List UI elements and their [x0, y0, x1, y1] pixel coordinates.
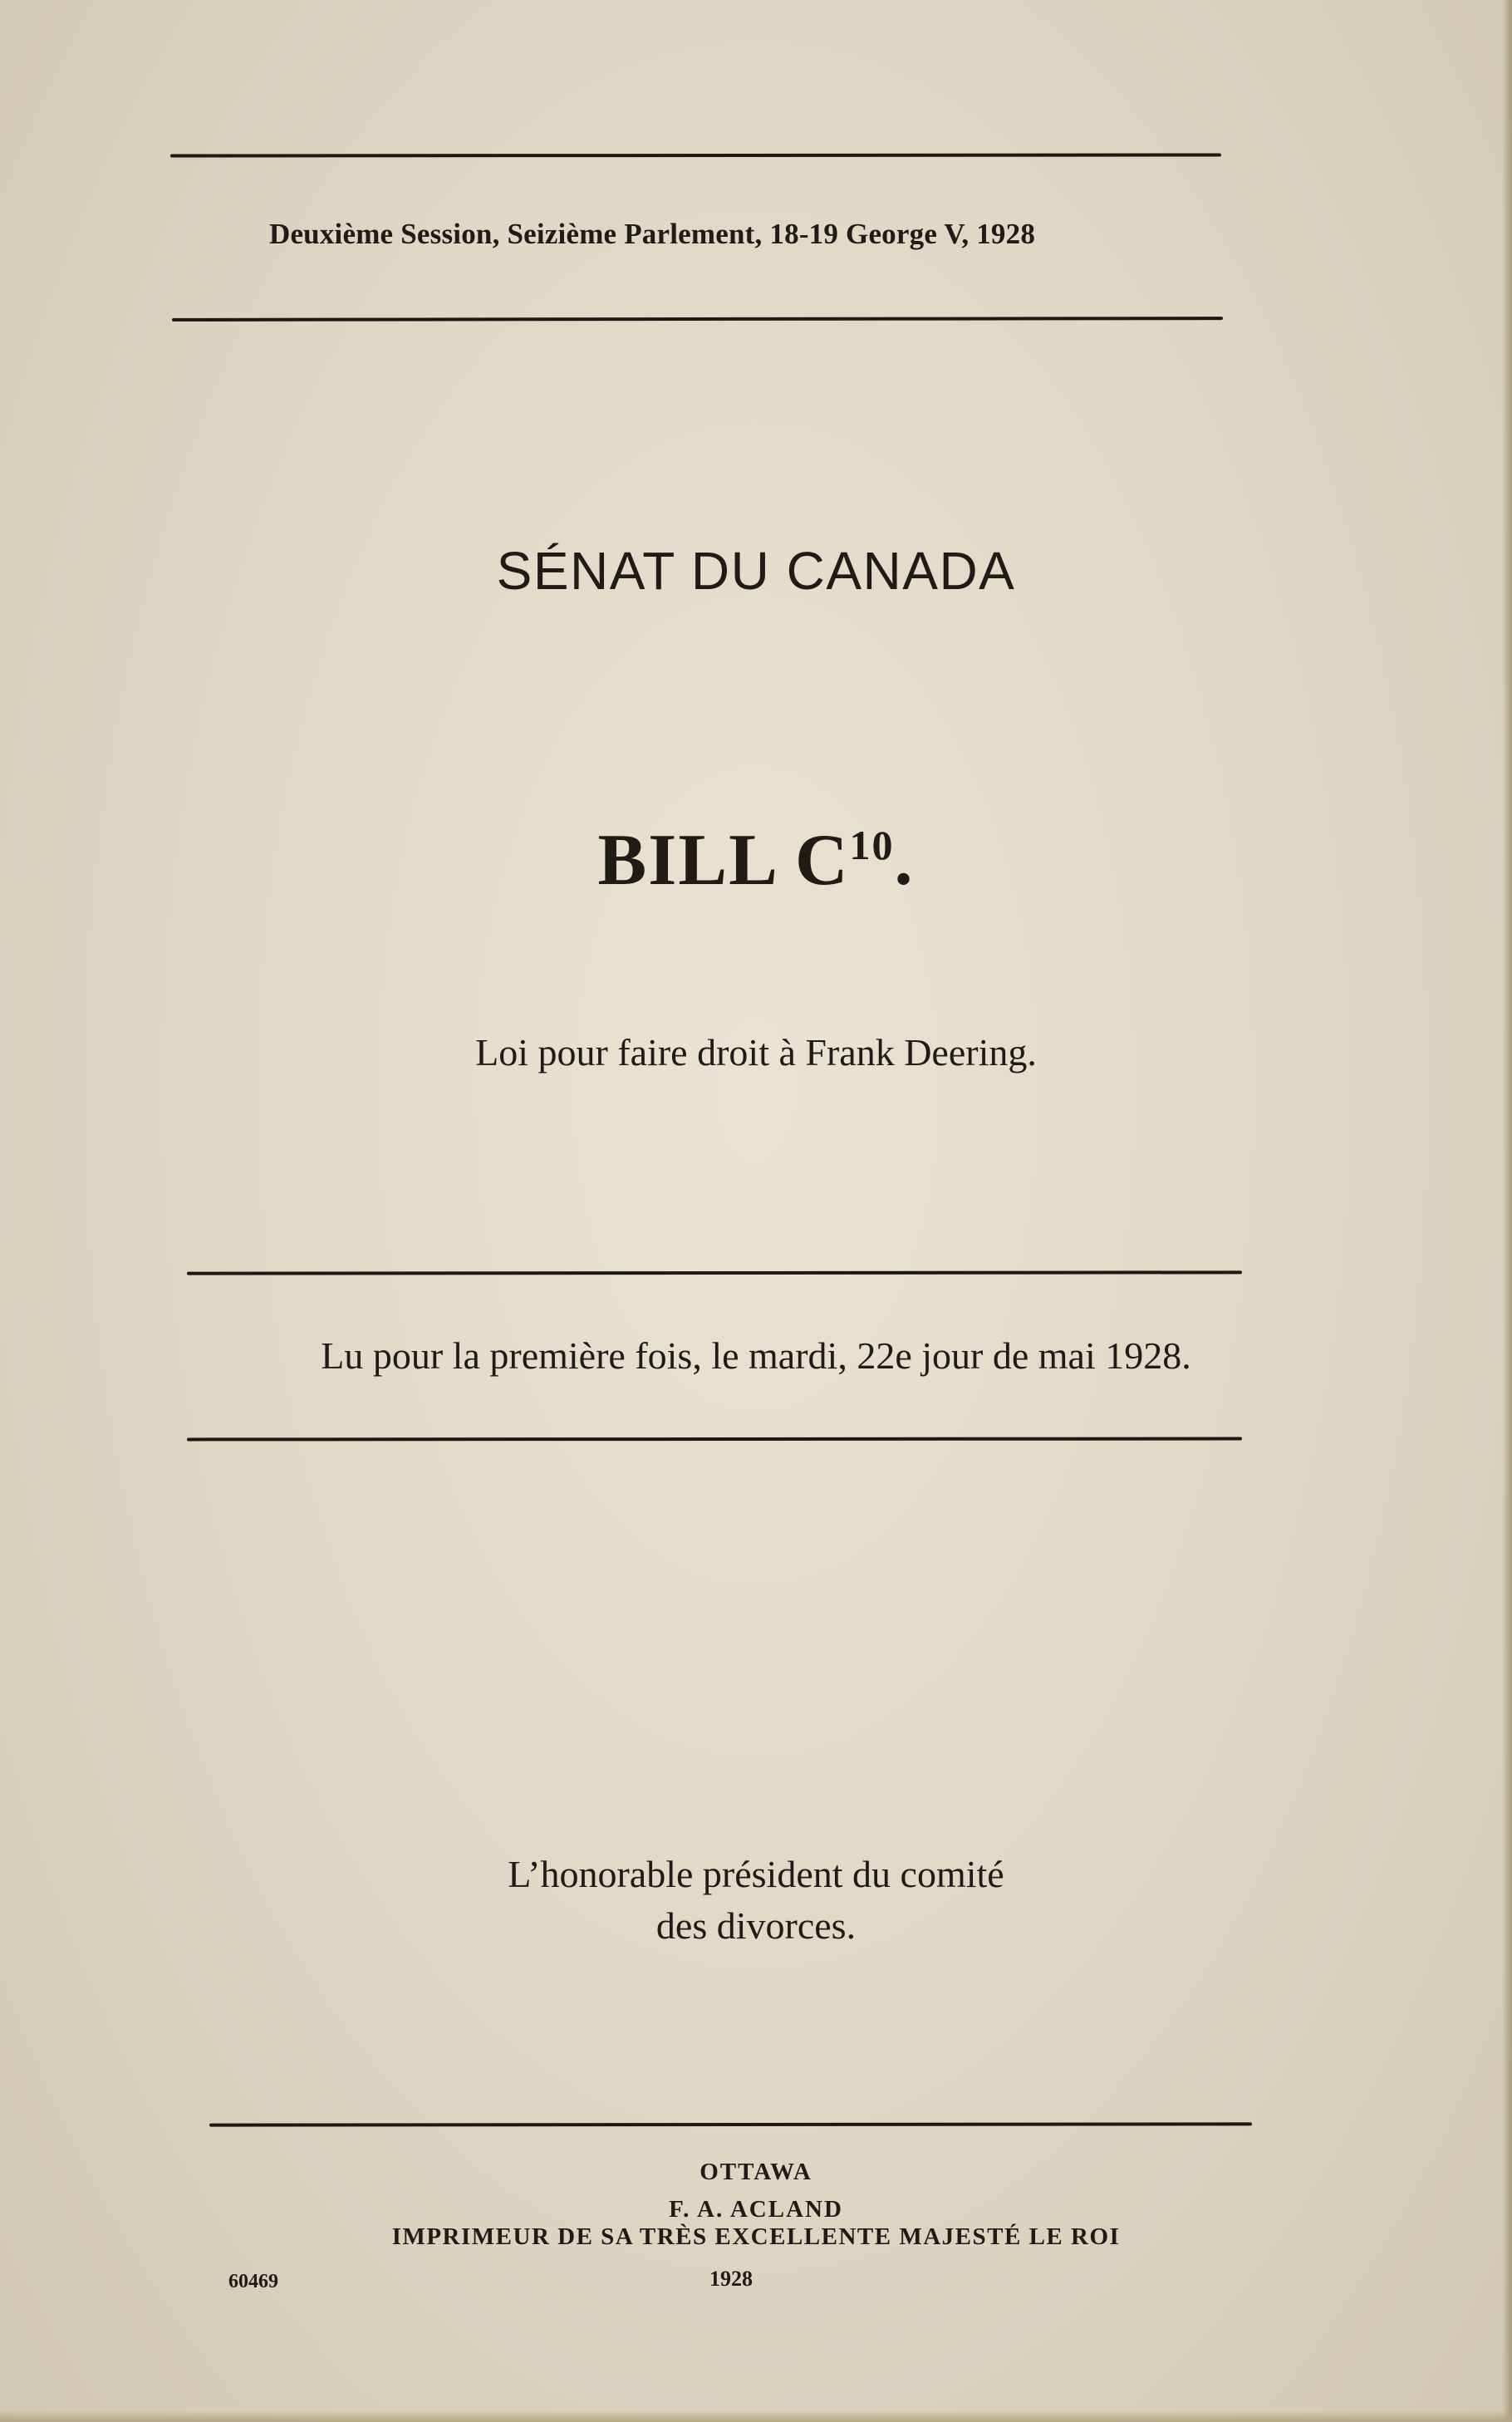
- reading-top-rule: [187, 1270, 1242, 1275]
- first-reading-line: Lu pour la première fois, le mardi, 22e jour de mai 1928.: [321, 1334, 1191, 1377]
- footer-year: 1928: [709, 2267, 753, 2291]
- bill-number: 10: [849, 822, 895, 868]
- bill-suffix: .: [894, 820, 915, 901]
- bill-title: [374, 818, 1138, 902]
- bill-subtitle: Loi pour faire droit à Frank Deering.: [475, 1031, 1037, 1073]
- sponsor-block: [282, 1849, 1230, 1952]
- bill-prefix: BILL C: [597, 820, 850, 901]
- footer-rule: [209, 2122, 1252, 2126]
- document-number: 60469: [228, 2271, 278, 2292]
- footer-city: OTTAWA: [700, 2159, 812, 2185]
- header-top-rule: [170, 153, 1221, 157]
- footer-printer-name: F. A. ACLAND: [669, 2196, 843, 2223]
- page-bottom-shadow: [0, 2410, 1512, 2422]
- sponsor-line-2: des divorces.: [655, 1904, 857, 1947]
- senate-title: SÉNAT DU CANADA: [496, 541, 1016, 601]
- header-bottom-rule: [172, 317, 1223, 322]
- reading-bottom-rule: [187, 1437, 1242, 1442]
- sponsor-line-1: L’honorable président du comité: [508, 1853, 1004, 1895]
- footer-printer-title: IMPRIMEUR DE SA TRÈS EXCELLENTE MAJESTÉ LE ROI: [391, 2223, 1121, 2250]
- session-line: Deuxième Session, Seizième Parlement, 18-19 George V, 1928: [268, 218, 1036, 250]
- page-edge-shadow: [1502, 0, 1512, 2422]
